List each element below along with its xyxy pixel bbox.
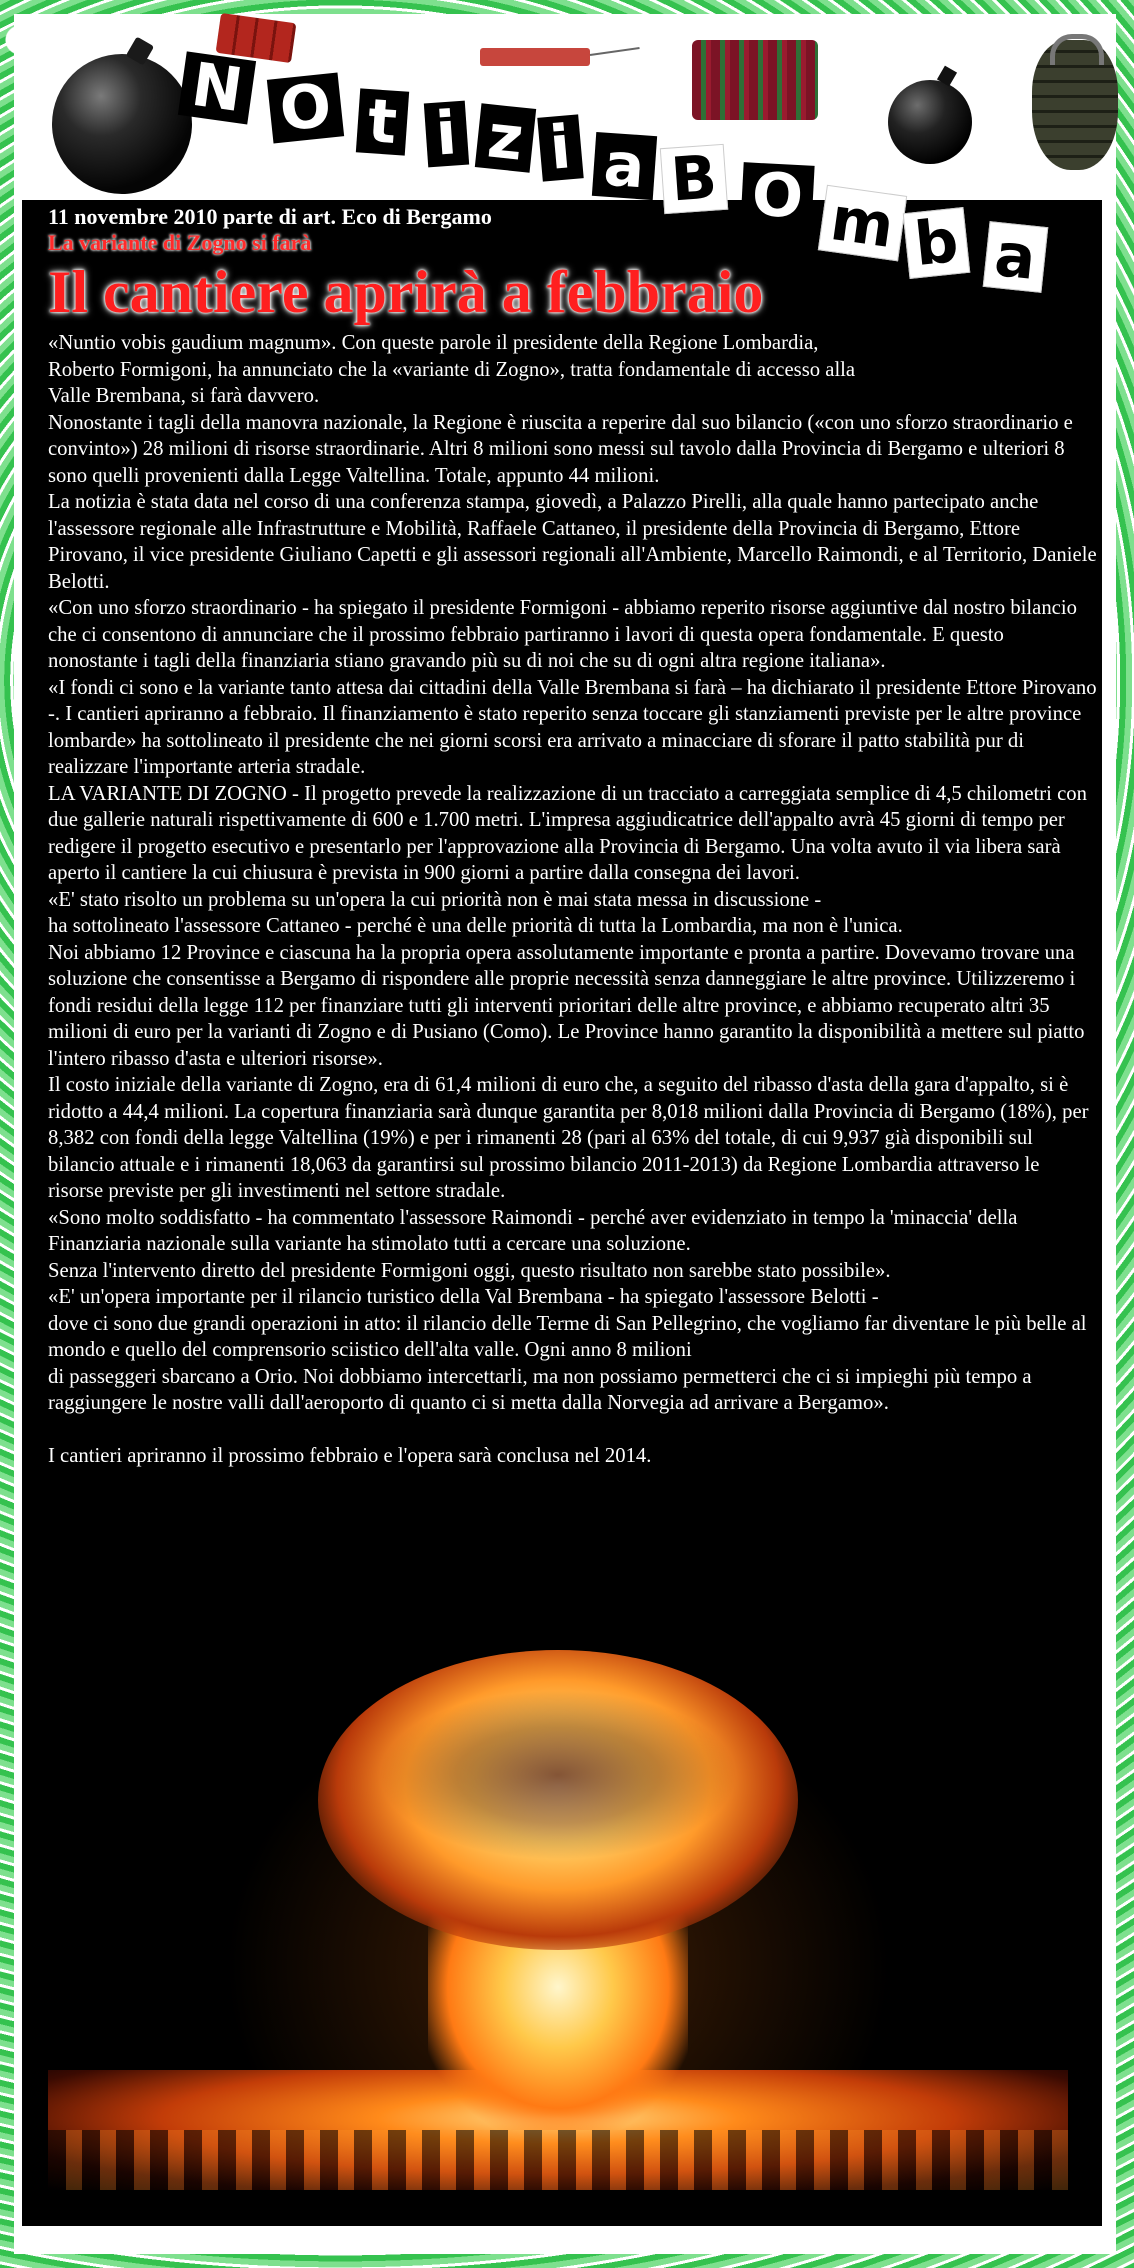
article: [48, 204, 1098, 1469]
title-letter: b: [903, 207, 971, 279]
paragraph: Valle Brembana, si farà davvero.: [48, 385, 320, 407]
explosion-rubble: [48, 2130, 1068, 2190]
title-letter: a: [592, 132, 657, 200]
title-letter: N: [178, 51, 256, 124]
spacer: [48, 1417, 1098, 1443]
paragraph: Nonostante i tagli della manovra nazionale, la Regione è riuscita a reperire dal suo bilancio («con uno sforzo straordinario e convinto») 28 milioni di risorse straordinarie. Altri 8 milioni sono messi sul tavolo dalla Provincia di Bergamo e ulteriori 8 sono quelli provenienti dalla Legge Valtellina. Totale, appunto 44 milioni.: [48, 411, 1073, 487]
closing-paragraph: I cantieri apriranno il prossimo febbraio e l'opera sarà conclusa nel 2014.: [48, 1444, 652, 1467]
article-body: [48, 330, 1098, 1469]
title-letter: B: [660, 144, 728, 214]
explosion-image: [48, 1630, 1068, 2190]
title-letter: i: [537, 114, 583, 181]
paragraph: Noi abbiamo 12 Province e ciascuna ha la propria opera assolutamente importante e pronta a partire. Dovevamo trovare una soluzione che consentisse a Bergamo di rispondere alle proprie necessità senza danneggiare le altre province. Utilizzeremo i fondi residui della legge 112 per finanziare tutti gli interventi prioritari delle altre province, e abbiamo recuperato altri 35 milioni di euro per la varianti di Zogno e di Pusiano (Como). Le Province hanno garantito la disponibilità a mettere sul piatto l'intero ribasso d'asta e ulteriori risorse».: [48, 941, 1085, 1070]
paragraph: «E' stato risolto un problema su un'opera la cui priorità non è mai stata messa in discussione -: [48, 888, 822, 911]
title-letter: m: [818, 185, 907, 262]
title-letter: a: [983, 221, 1048, 293]
title-letter: i: [424, 101, 469, 168]
paragraph: «Nuntio vobis gaudium magnum». Con queste parole il presidente della Regione Lombardia,: [48, 332, 819, 354]
dateline: 11 novembre 2010 parte di art. Eco di Bergamo: [48, 204, 492, 229]
paragraph: «I fondi ci sono e la variante tanto attesa dai cittadini della Valle Brembana si farà – ha dichiarato il presidente Ettore Pirovano -. I cantieri apriranno a febbraio. Il finanziamento è stato reperito senza toccare gli stanziamenti previste per le altre province lombarde» ha sottolineato il presidente che nei giorni scorsi era arrivato a minacciare di sforare il patto stabilità pur di realizzare l'importante arteria stradale.: [48, 676, 1097, 778]
paragraph: «Sono molto soddisfatto - ha commentato l'assessore Raimondi - perché aver evidenziato in tempo la 'minaccia' della Finanziaria nazionale sulla variante ha stimolato tutti a cercare una soluzione.: [48, 1206, 1018, 1255]
paragraph: ha sottolineato l'assessore Cattaneo - perché è una delle priorità di tutta la Lombardia, ma non è l'unica.: [48, 915, 903, 937]
paragraph: di passeggeri sbarcano a Orio. Noi dobbiamo intercettarli, ma non possiamo permetterci che ci si impieghi più tempo a raggiungere le nostre valli dall'aeroporto di quanto ci si metta dalla Norvegia ad arrivare a Bergamo».: [48, 1365, 1032, 1414]
paragraph: La notizia è stata data nel corso di una conferenza stampa, giovedì, a Palazzo Pirelli, alla quale hanno partecipato anche l'assessore regionale alle Infrastrutture e Mobilità, Raffaele Cattaneo, il presidente della Provincia di Bergamo, Ettore Pirovano, il vice presidente Giuliano Capetti e gli assessori regionali all'Ambiente, Marcello Raimondi, e al Territorio, Daniele Belotti.: [48, 491, 1097, 593]
title-letter: t: [356, 88, 409, 155]
headline: Il cantiere aprirà a febbraio: [48, 259, 764, 325]
title-letter: O: [740, 162, 814, 230]
title-letter: z: [475, 103, 536, 172]
paragraph: Senza l'intervento diretto del presidente Formigoni oggi, questo risultato non sarebbe stato possibile».: [48, 1259, 891, 1282]
paragraph: «Con uno sforzo straordinario - ha spiegato il presidente Formigoni - abbiamo reperito risorse aggiuntive dal nostro bilancio che ci consentono di annunciare che il prossimo febbraio partiranno i lavori di questa opera fondamentale. E questo nonostante i tagli della finanziaria stiano gravando più su di noi che su di ogni altra regione italiana».: [48, 597, 1077, 672]
paragraph: Il costo iniziale della variante di Zogno, era di 61,4 milioni di euro che, a seguito del ribasso d'asta della gara d'appalto, si è ridotto a 44,4 milioni. La copertura finanziaria sarà dunque garantita per 8,018 milioni dalla Provincia di Bergamo (18%), per 8,382 con fondi della legge Valtellina (19%) e per i rimanenti 28 (pari al 63% del totale, di cui 9,937 già disponibili sul bilancio attuale e i rimanenti 18,063 da garantirsi sul prossimo bilancio 2011-2013) da Regione Lombardia attraverso le risorse previste per gli investimenti nel settore stradale.: [48, 1074, 1089, 1202]
paragraph: «E' un'opera importante per il rilancio turistico della Val Brembana - ha spiegato l'assessore Belotti -: [48, 1286, 879, 1308]
paragraph: LA VARIANTE DI ZOGNO - Il progetto prevede la realizzazione di un tracciato a carreggiata semplice di 4,5 chilometri con due gallerie naturali rispettivamente di 600 e 1.700 metri. L'impresa aggiudicatrice dell'appalto avrà 45 giorni di tempo per redigere il progetto esecutivo e presentarlo per l'approvazione alla Provincia di Bergamo. Una volta avuto il via libera sarà aperto il cantiere la cui chiusura è prevista in 900 giorni a partire dalla consegna dei lavori.: [48, 782, 1087, 884]
paragraph: dove ci sono due grandi operazioni in atto: il rilancio delle Terme di San Pellegrino, che vogliamo far diventare le più belle al mondo e quello del comprensorio sciistico dell'alta valle. Ogni anno 8 milioni: [48, 1312, 1087, 1361]
kicker: La variante di Zogno si farà: [48, 230, 312, 255]
title-letter: O: [267, 72, 344, 143]
paragraph: Roberto Formigoni, ha annunciato che la «variante di Zogno», tratta fondamentale di accesso alla: [48, 358, 856, 381]
explosion-smoke: [378, 1690, 738, 1860]
